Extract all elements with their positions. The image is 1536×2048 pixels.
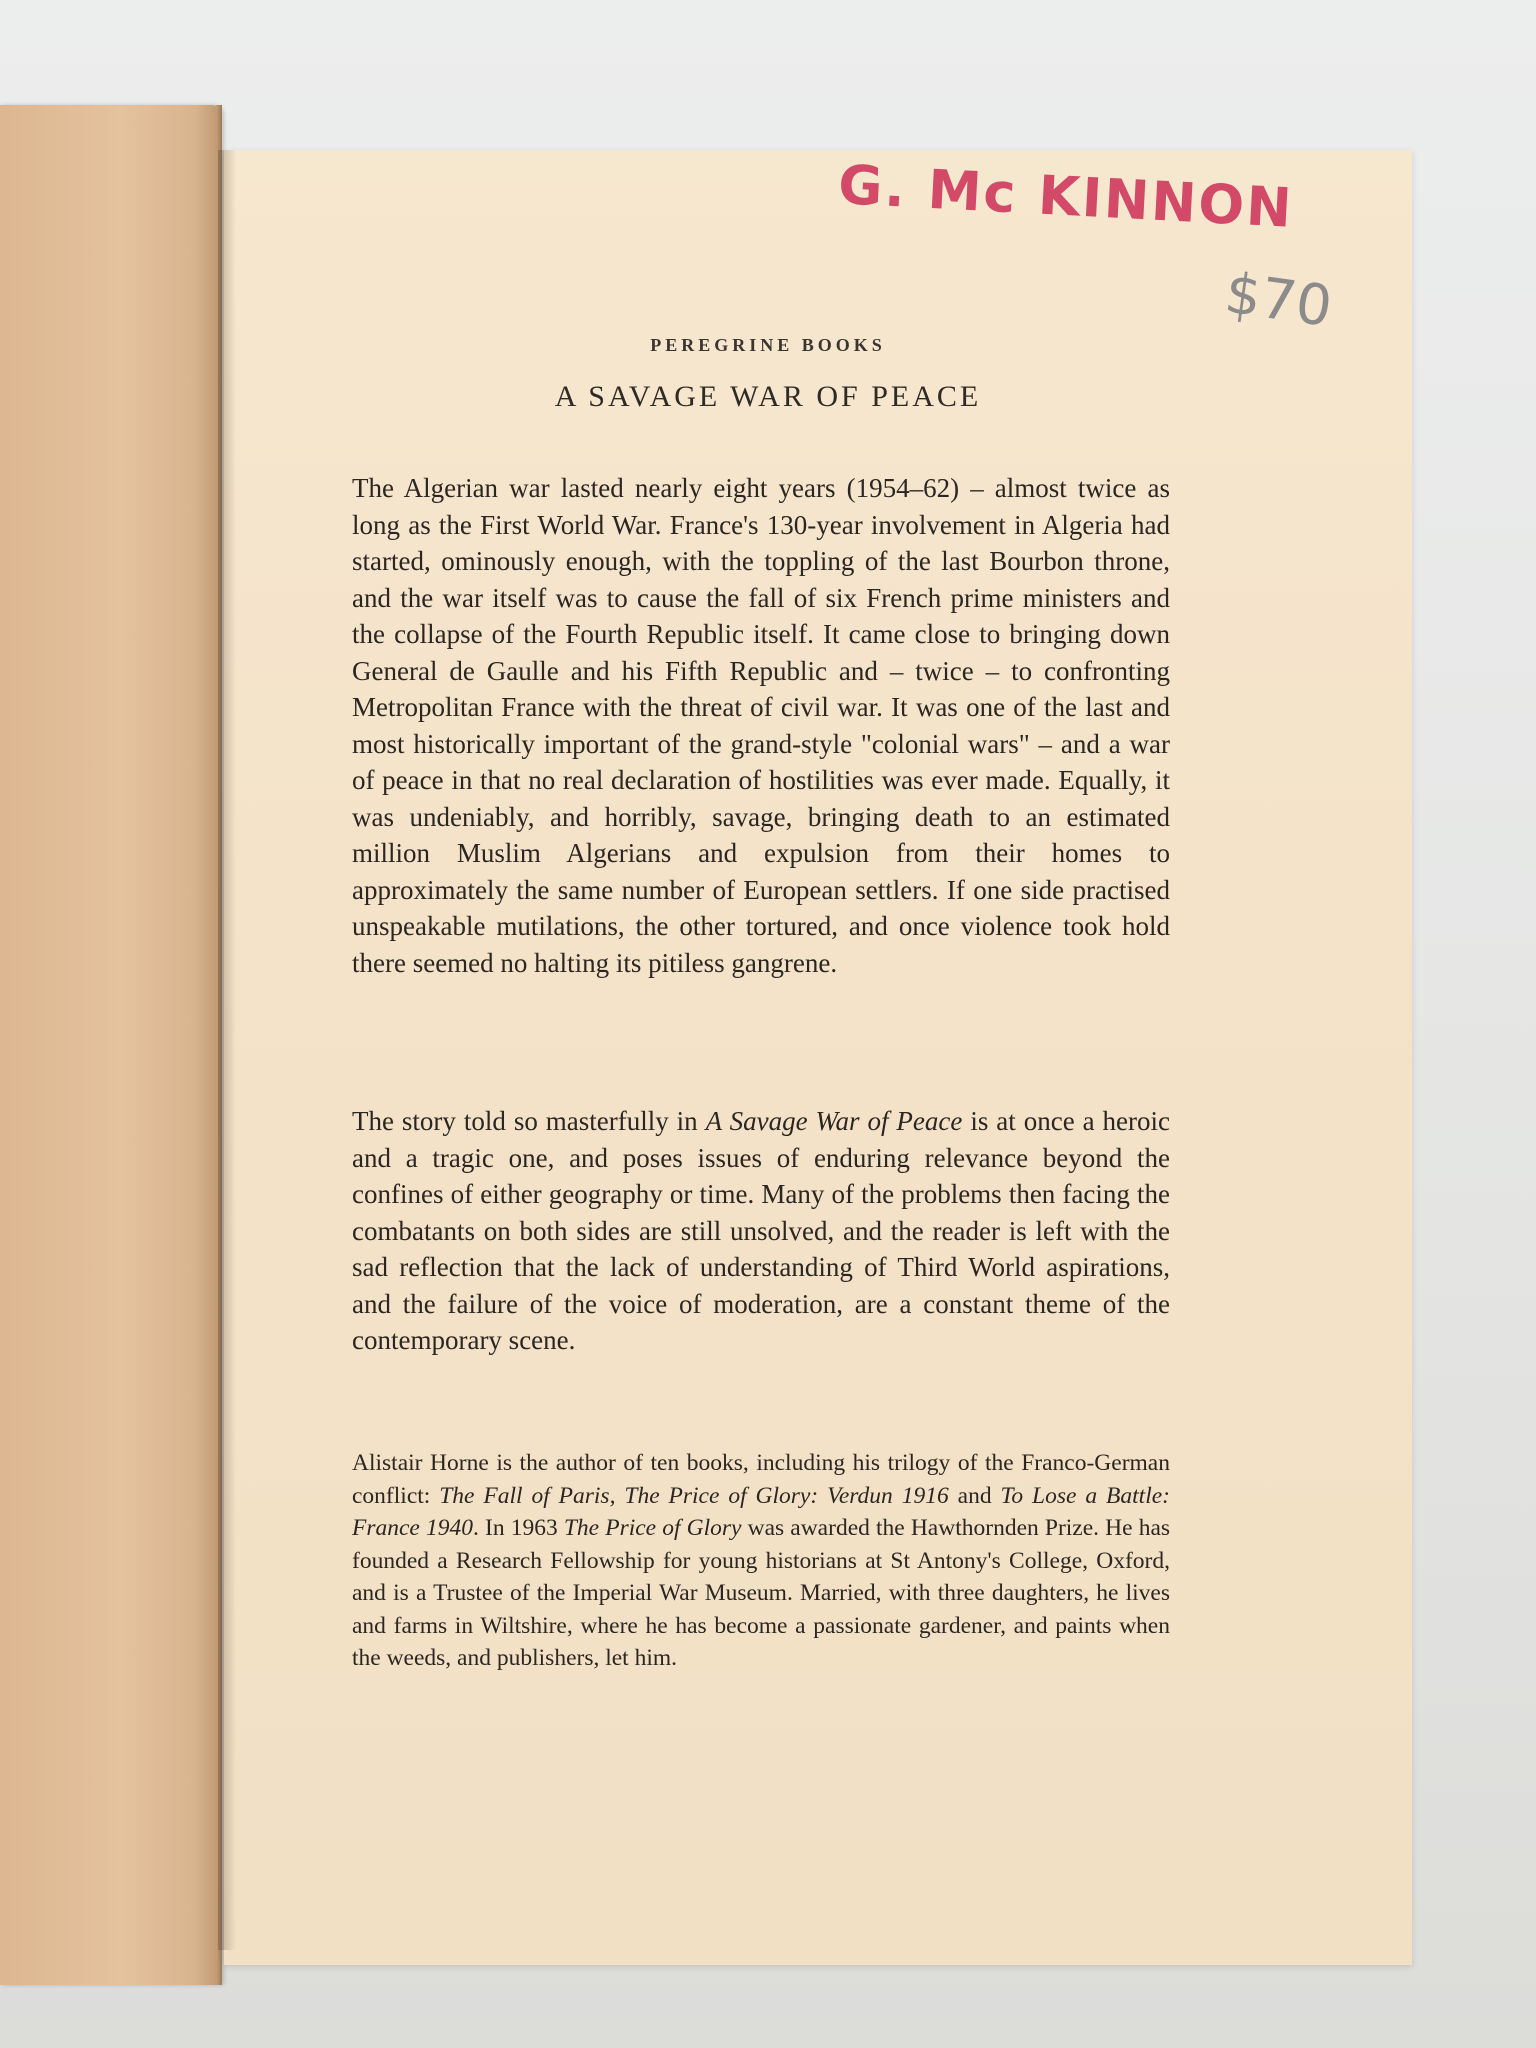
- paragraph-2-end: is at once a heroic and a tragic one, and poses issues of enduring relevance beyond the confines of either geography or time. Many of the problems then facing the combatants on both sides are still unsolved, and the reader is left with the sad reflection that the lack of understanding of Third World aspirations, and the failure of the voice of moderation, are a constant theme of the contemporary scene.: [352, 1106, 1171, 1355]
- paragraph-2-start: The story told so masterfully in: [352, 1106, 706, 1136]
- bio-part-4: was awarded the Hawthornden Prize. He has founded a Research Fellowship for young historians at St Antony's College, Oxford, and is a Trustee of the Imperial War Museum. Married, with three daughters, he lives and farms in Wiltshire, where he has become a passionate gardener, and paints when the weeds, and publishers, let him.: [352, 1515, 1171, 1671]
- bio-titles-2: To Lose a Battle: France 1940: [352, 1482, 1170, 1541]
- author-bio-text: [352, 1447, 1170, 1675]
- gutter-shadow: [218, 150, 236, 1950]
- bio-part-3: . In 1963: [473, 1515, 564, 1541]
- bio-titles-3: The Price of Glory: [563, 1515, 742, 1541]
- book-title: A SAVAGE WAR OF PEACE: [554, 380, 982, 413]
- paragraph-2-text: [352, 1103, 1170, 1359]
- bio-part-2: and: [948, 1482, 1001, 1509]
- handwritten-signature: G. Mc KINNON: [836, 153, 1295, 240]
- paragraph-2-book-title: A Savage War of Peace: [705, 1106, 963, 1136]
- bio-part-1: Alistair Horne is the author of ten books, including his trilogy of the Franco-German conflict:: [352, 1450, 1170, 1509]
- book-page: [224, 150, 1412, 1965]
- handwritten-price: $70: [1220, 260, 1336, 341]
- series-name: PEREGRINE BOOKS: [650, 335, 886, 355]
- synopsis-paragraph-2: [352, 1103, 1170, 1359]
- synopsis-paragraph-1: [352, 470, 1170, 981]
- paragraph-1-text: The Algerian war lasted nearly eight years (1954–62) – almost twice as long as the First World War. France's 130-year involvement in Algeria had started, ominously enough, with the toppling of the last Bourbon throne, and the war itself was to cause the fall of six French prime ministers and the collapse of the Fourth Republic itself. It came close to bringing down General de Gaulle and his Fifth Republic and – twice – to confronting Metropolitan France with the threat of civil war. It was one of the last and most historically important of the grand-style "colonial wars" – and a war of peace in that no real declaration of hostilities was ever made. Equally, it was undeniably, and horribly, savage, bringing death to an estimated million Muslim Algerians and expulsion from their homes to approximately the same number of European settlers. If one side practised unspeakable mutilations, the other tortured, and once violence took hold there seemed no halting its pitiless gangrene.: [352, 473, 1170, 978]
- author-bio: [352, 1447, 1170, 1675]
- bio-titles-1: The Fall of Paris, The Price of Glory: Verdun 1916: [439, 1482, 949, 1509]
